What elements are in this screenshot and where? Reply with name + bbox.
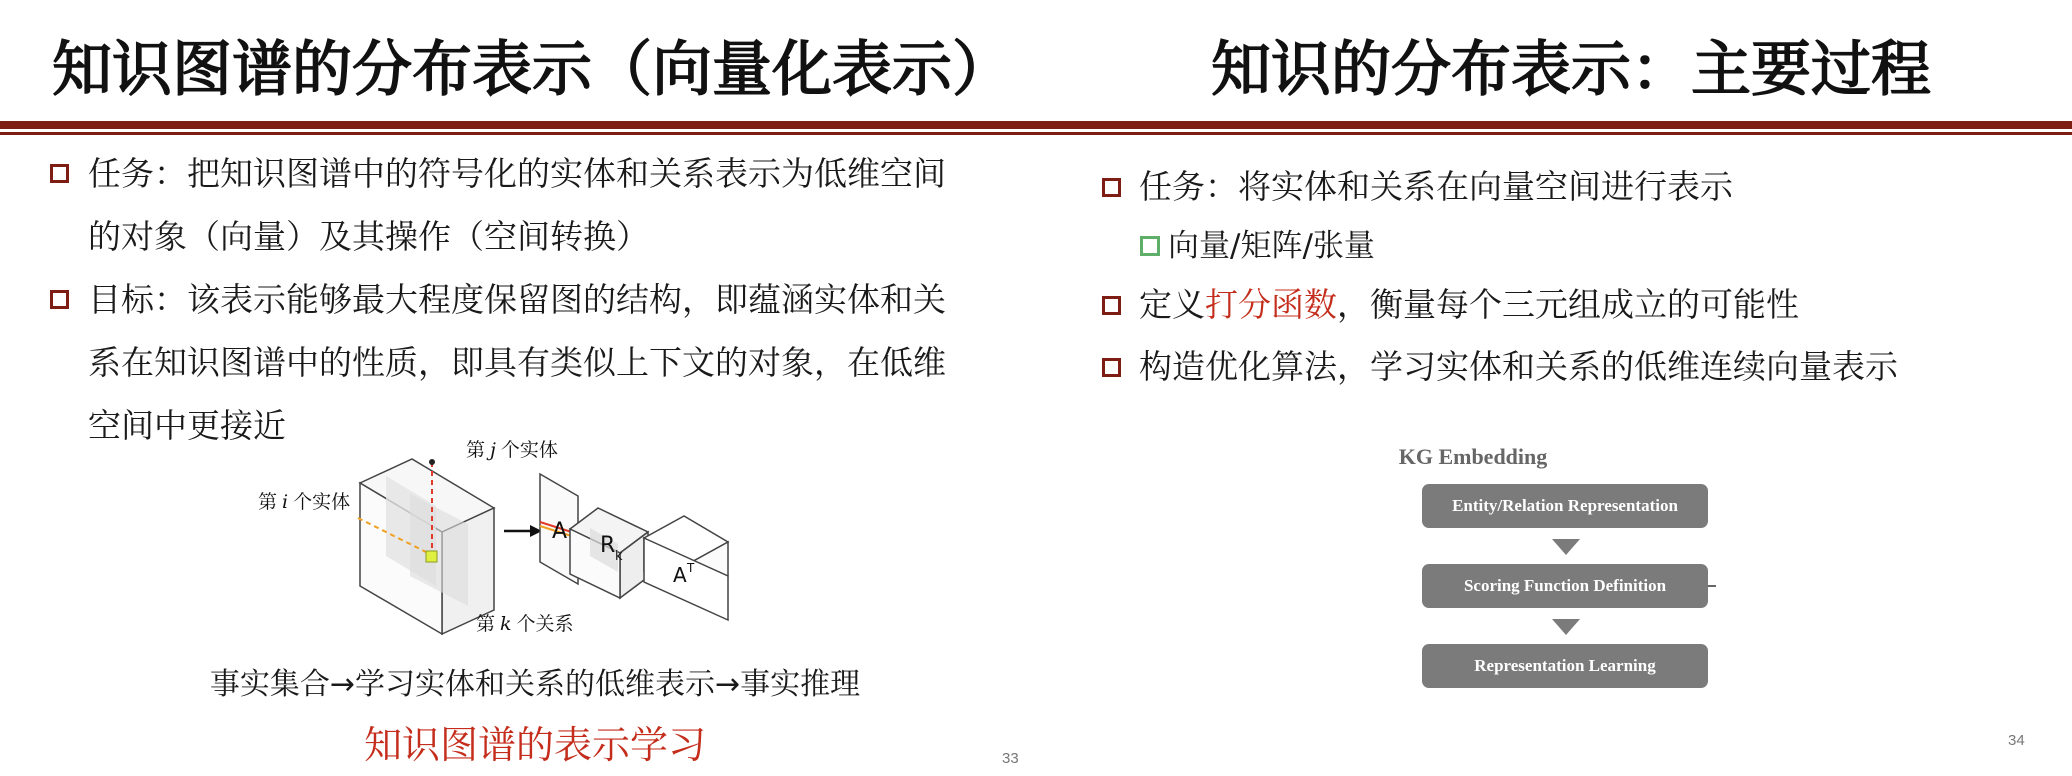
square-bullet-icon [1102,296,1121,315]
title-rule [1038,121,2072,129]
bullet-text: 任务：将实体和关系在向量空间进行表示 [1139,167,1733,206]
square-bullet-icon [1102,358,1121,377]
label-entity-j: 第 j 个实体 [466,439,558,461]
matrix-at-superscript: T [687,561,695,575]
page-number: 34 [2008,732,2025,749]
bullet-task [48,142,978,268]
slide-34 [1038,0,2072,776]
matrix-at-label: A [673,563,687,587]
title-rule-thin [1038,132,2072,135]
bullet-scoring [1100,274,2020,336]
sub-bullet-text: 向量/矩阵/张量 [1168,228,1375,264]
bullet-task [1100,156,2020,218]
bullet-text: 任务：把知识图谱中的符号化的实体和关系表示为低维空间的对象（向量）及其操作（空间转换） [88,154,946,256]
bullet-text-prefix: 定义 [1139,285,1205,324]
green-square-bullet-icon [1140,236,1160,256]
page-number: 33 [1002,750,1019,767]
core-tensor-r [570,508,648,598]
bullet-list [48,142,978,457]
label-relation-k: 第 k 个关系 [476,613,574,635]
label-entity-i: 第 i 个实体 [258,491,351,513]
entity-tensor-cube [358,459,494,634]
slide-title: 知识的分布表示：主要过程 [1211,35,1931,105]
step-scoring-function-definition: Scoring Function Definition [1422,564,1708,608]
tensor-factorization-diagram [258,436,738,642]
bullet-text: 构造优化算法，学习实体和关系的低维连续向量表示 [1139,347,1898,386]
square-bullet-icon [50,164,69,183]
title-rule [0,121,1038,129]
bullet-list [1100,156,2020,398]
matrix-r-label: R [600,533,616,558]
matrix-a-label: A [552,519,568,544]
matrix-a-transpose [644,516,728,620]
matrix-r-subscript: k [615,549,623,564]
highlight-scoring-function: 打分函数 [1205,285,1337,324]
down-arrow-icon [1552,619,1580,635]
step-entity-relation-representation: Entity/Relation Representation [1422,484,1708,528]
pipeline-caption: 事实集合→学习实体和关系的低维表示→事实推理 [209,667,861,702]
down-arrow-icon [1552,539,1580,555]
sub-bullet-representation [1140,218,2020,274]
title-rule-thin [0,132,1038,135]
square-bullet-icon [1102,178,1121,197]
bullet-text-suffix: ，衡量每个三元组成立的可能性 [1337,285,1799,324]
bullet-goal [48,268,978,457]
step-representation-learning: Representation Learning [1422,644,1708,688]
bullet-text: 目标：该表示能够最大程度保留图的结构，即蕴涵实体和关系在知识图谱中的性质，即具有类似上下文的对象，在低维空间中更接近 [88,280,946,445]
slide-title: 知识图谱的分布表示（向量化表示） [52,35,1012,105]
square-bullet-icon [50,290,69,309]
slide-subtitle: 知识图谱的表示学习 [363,723,706,767]
connector-tick [1708,585,1716,587]
kg-embedding-title: KG Embedding [1398,444,1548,469]
bullet-optimization [1100,336,2020,398]
